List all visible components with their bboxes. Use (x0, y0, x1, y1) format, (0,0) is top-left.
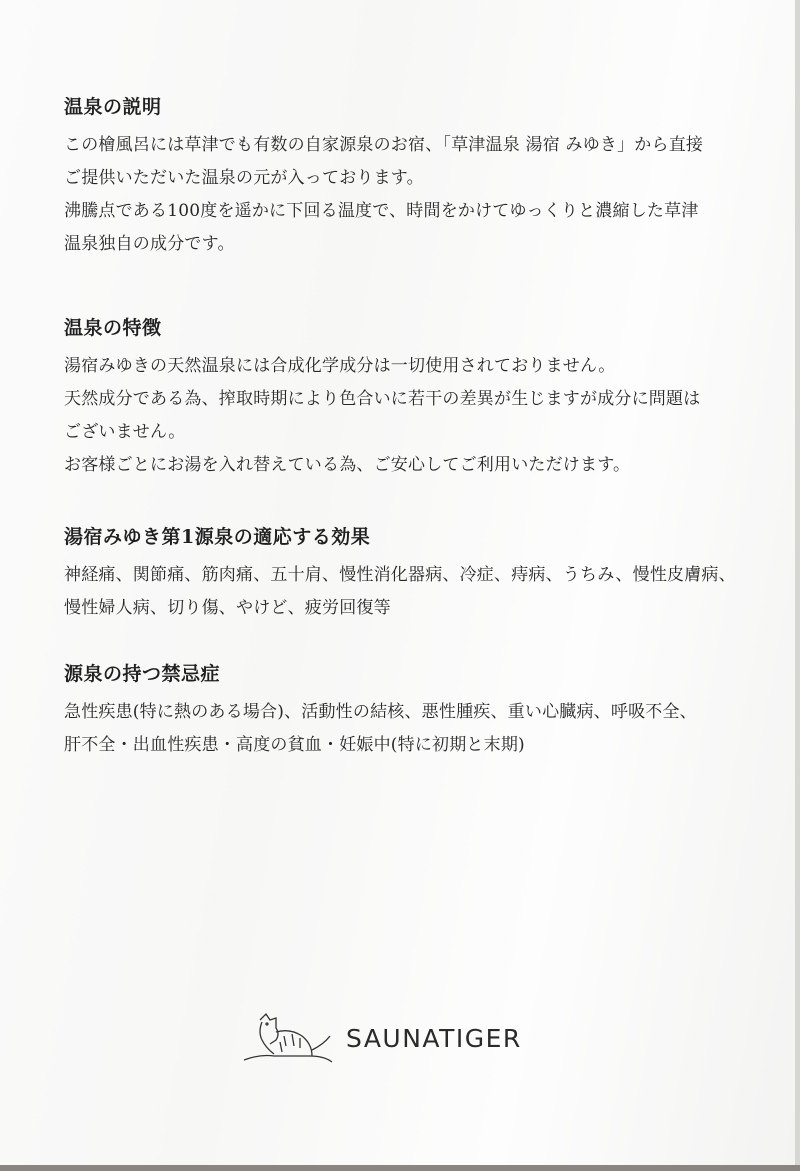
section-heading: 源泉の持つ禁忌症 (64, 663, 221, 685)
section-heading: 温泉の説明 (64, 96, 162, 118)
body-line: 肝不全・出血性疾患・高度の貧血・妊娠中(特に初期と末期) (64, 735, 525, 755)
section-contraindications (64, 659, 764, 762)
body-line: 沸騰点である100度を遥かに下回る温度で、時間をかけてゆっくりと濃縮した草津 (64, 201, 699, 221)
section-heading: 湯宿みゆき第1源泉の適応する効果 (64, 526, 371, 548)
page-edge-bottom (0, 1165, 800, 1171)
section-onsen-description (64, 92, 764, 261)
body-line: 湯宿みゆきの天然温泉には合成化学成分は一切使用されておりません。 (64, 356, 616, 376)
body-line: 天然成分である為、搾取時期により色合いに若干の差異が生じますが成分に問題は (64, 389, 701, 409)
saunatiger-logo (240, 1010, 522, 1066)
section-onsen-features (64, 313, 764, 482)
body-line: 慢性婦人病、切り傷、やけど、疲労回復等 (64, 598, 391, 618)
section-indications (64, 522, 764, 625)
tiger-icon (240, 1010, 336, 1066)
page-edge-right (795, 0, 800, 1171)
logo-text: SAUNATIGER (346, 1023, 522, 1053)
body-line: 神経痛、関節痛、筋肉痛、五十肩、慢性消化器病、冷症、痔病、うちみ、慢性皮膚病、 (64, 565, 736, 585)
body-line: ございません。 (64, 422, 186, 442)
body-line: この檜風呂には草津でも有数の自家源泉のお宿、「草津温泉 湯宿 みゆき」から直接 (64, 135, 704, 155)
body-line: お客様ごとにお湯を入れ替えている為、ご安心してご利用いただけます。 (64, 455, 631, 475)
body-line: 温泉独自の成分です。 (64, 234, 235, 254)
section-heading: 温泉の特徴 (64, 317, 162, 339)
body-line: ご提供いただいた温泉の元が入っております。 (64, 168, 424, 188)
body-line: 急性疾患(特に熱のある場合)、活動性の結核、悪性腫疾、重い心臓病、呼吸不全、 (64, 702, 697, 722)
